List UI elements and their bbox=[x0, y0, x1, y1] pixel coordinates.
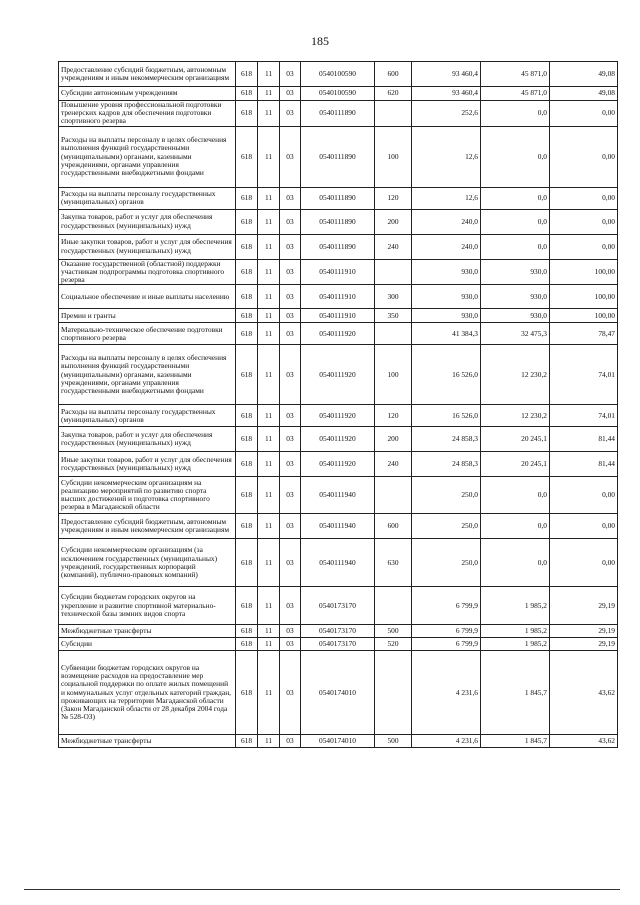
row-name: Субсидии некоммерческим организациям на реализацию мероприятий по развитию спорта высших достижений и подготовка спортивного резерва в Магаданской области bbox=[59, 477, 236, 514]
section-code: 11 bbox=[258, 587, 280, 625]
table-row bbox=[59, 62, 618, 87]
subsection-code: 03 bbox=[280, 477, 301, 514]
plan-amount: 240,0 bbox=[412, 209, 481, 234]
subsection-code: 03 bbox=[280, 405, 301, 427]
plan-amount: 16 526,0 bbox=[412, 345, 481, 405]
expense-type-code: 300 bbox=[375, 285, 412, 309]
row-name: Социальное обеспечение и иные выплаты населению bbox=[59, 285, 236, 309]
row-name: Субсидии некоммерческим организациям (за исключением государственных (муниципальных) учреждений, государственных корпораций (компаний), публично-правовых компаний) bbox=[59, 539, 236, 587]
target-article-code: 0540111940 bbox=[301, 539, 375, 587]
execution-percent: 100,00 bbox=[550, 285, 618, 309]
row-name: Субсидии автономным учреждениям bbox=[59, 87, 236, 101]
section-code: 11 bbox=[258, 735, 280, 748]
expense-type-code: 520 bbox=[375, 638, 412, 651]
actual-amount: 1 985,2 bbox=[481, 625, 550, 638]
plan-amount: 4 231,6 bbox=[412, 735, 481, 748]
plan-amount: 6 799,9 bbox=[412, 638, 481, 651]
target-article-code: 0540100590 bbox=[301, 87, 375, 101]
row-name: Иные закупки товаров, работ и услуг для обеспечения государственных (муниципальных) нужд bbox=[59, 234, 236, 259]
row-name: Расходы на выплаты персоналу в целях обеспечения выполнения функций государственными (муниципальными) органами, казенными учреждениями, органами управления государственными внебюджетными фондами bbox=[59, 126, 236, 187]
execution-percent: 81,44 bbox=[550, 452, 618, 477]
section-code: 11 bbox=[258, 323, 280, 345]
row-name: Межбюджетные трансферты bbox=[59, 625, 236, 638]
target-article-code: 0540111920 bbox=[301, 323, 375, 345]
execution-percent: 0,00 bbox=[550, 514, 618, 539]
execution-percent: 0,00 bbox=[550, 101, 618, 127]
subsection-code: 03 bbox=[280, 539, 301, 587]
expense-type-code: 100 bbox=[375, 345, 412, 405]
actual-amount: 32 475,3 bbox=[481, 323, 550, 345]
plan-amount: 4 231,6 bbox=[412, 651, 481, 735]
actual-amount: 0,0 bbox=[481, 477, 550, 514]
row-name: Субсидии бюджетам городских округов на укрепление и развитие спортивной материально-технической базы зимних видов спорта bbox=[59, 587, 236, 625]
actual-amount: 0,0 bbox=[481, 514, 550, 539]
subsection-code: 03 bbox=[280, 309, 301, 323]
section-code: 11 bbox=[258, 259, 280, 285]
plan-amount: 41 384,3 bbox=[412, 323, 481, 345]
plan-amount: 93 460,4 bbox=[412, 87, 481, 101]
table-row bbox=[59, 514, 618, 539]
expense-type-code: 630 bbox=[375, 539, 412, 587]
expense-type-code bbox=[375, 259, 412, 285]
section-code: 11 bbox=[258, 452, 280, 477]
expense-type-code: 240 bbox=[375, 234, 412, 259]
execution-percent: 49,08 bbox=[550, 87, 618, 101]
actual-amount: 20 245,1 bbox=[481, 427, 550, 452]
table-row bbox=[59, 209, 618, 234]
expense-type-code bbox=[375, 323, 412, 345]
actual-amount: 930,0 bbox=[481, 259, 550, 285]
expense-type-code: 500 bbox=[375, 625, 412, 638]
execution-percent: 0,00 bbox=[550, 126, 618, 187]
table-row bbox=[59, 427, 618, 452]
plan-amount: 24 858,3 bbox=[412, 452, 481, 477]
section-code: 11 bbox=[258, 539, 280, 587]
actual-amount: 1 845,7 bbox=[481, 651, 550, 735]
row-name: Материально-техническое обеспечение подготовки спортивного резерва bbox=[59, 323, 236, 345]
section-code: 11 bbox=[258, 514, 280, 539]
section-code: 11 bbox=[258, 87, 280, 101]
subsection-code: 03 bbox=[280, 514, 301, 539]
section-code: 11 bbox=[258, 126, 280, 187]
subsection-code: 03 bbox=[280, 187, 301, 209]
gr-code: 618 bbox=[236, 625, 258, 638]
row-name: Предоставление субсидий бюджетным, автономным учреждениям и иным некоммерческим организациям bbox=[59, 514, 236, 539]
target-article-code: 0540111940 bbox=[301, 477, 375, 514]
row-name: Оказание государственной (областной) поддержки участникам подпрограммы подготовка спортивного резерва bbox=[59, 259, 236, 285]
actual-amount: 0,0 bbox=[481, 126, 550, 187]
plan-amount: 252,6 bbox=[412, 101, 481, 127]
row-name: Предоставление субсидий бюджетным, автономным учреждениям и иным некоммерческим организациям bbox=[59, 62, 236, 87]
plan-amount: 16 526,0 bbox=[412, 405, 481, 427]
plan-amount: 6 799,9 bbox=[412, 625, 481, 638]
table-row bbox=[59, 735, 618, 748]
execution-percent: 100,00 bbox=[550, 309, 618, 323]
table-row bbox=[59, 477, 618, 514]
subsection-code: 03 bbox=[280, 87, 301, 101]
expense-type-code: 500 bbox=[375, 735, 412, 748]
expense-type-code: 600 bbox=[375, 62, 412, 87]
table-row bbox=[59, 625, 618, 638]
execution-percent: 0,00 bbox=[550, 234, 618, 259]
target-article-code: 0540174010 bbox=[301, 651, 375, 735]
target-article-code: 0540111920 bbox=[301, 345, 375, 405]
subsection-code: 03 bbox=[280, 323, 301, 345]
subsection-code: 03 bbox=[280, 126, 301, 187]
section-code: 11 bbox=[258, 285, 280, 309]
plan-amount: 12,6 bbox=[412, 187, 481, 209]
row-name: Премии и гранты bbox=[59, 309, 236, 323]
section-code: 11 bbox=[258, 427, 280, 452]
subsection-code: 03 bbox=[280, 101, 301, 127]
subsection-code: 03 bbox=[280, 651, 301, 735]
row-name: Субсидии bbox=[59, 638, 236, 651]
row-name: Иные закупки товаров, работ и услуг для обеспечения государственных (муниципальных) нужд bbox=[59, 452, 236, 477]
actual-amount: 1 985,2 bbox=[481, 638, 550, 651]
target-article-code: 0540111920 bbox=[301, 452, 375, 477]
table-row bbox=[59, 126, 618, 187]
actual-amount: 12 230,2 bbox=[481, 345, 550, 405]
plan-amount: 93 460,4 bbox=[412, 62, 481, 87]
section-code: 11 bbox=[258, 345, 280, 405]
expense-type-code: 350 bbox=[375, 309, 412, 323]
subsection-code: 03 bbox=[280, 452, 301, 477]
table-row bbox=[59, 187, 618, 209]
gr-code: 618 bbox=[236, 452, 258, 477]
table-row bbox=[59, 309, 618, 323]
execution-percent: 43,62 bbox=[550, 651, 618, 735]
gr-code: 618 bbox=[236, 587, 258, 625]
section-code: 11 bbox=[258, 405, 280, 427]
execution-percent: 0,00 bbox=[550, 477, 618, 514]
expense-type-code: 120 bbox=[375, 405, 412, 427]
row-name: Расходы на выплаты персоналу в целях обеспечения выполнения функций государственными (муниципальными) органами, казенными учреждениями, органами управления государственными внебюджетными фондами bbox=[59, 345, 236, 405]
actual-amount: 20 245,1 bbox=[481, 452, 550, 477]
gr-code: 618 bbox=[236, 638, 258, 651]
gr-code: 618 bbox=[236, 323, 258, 345]
actual-amount: 0,0 bbox=[481, 101, 550, 127]
target-article-code: 0540111890 bbox=[301, 209, 375, 234]
subsection-code: 03 bbox=[280, 587, 301, 625]
execution-percent: 0,00 bbox=[550, 187, 618, 209]
table-row bbox=[59, 323, 618, 345]
target-article-code: 0540100590 bbox=[301, 62, 375, 87]
actual-amount: 930,0 bbox=[481, 285, 550, 309]
expense-type-code: 120 bbox=[375, 187, 412, 209]
actual-amount: 1 985,2 bbox=[481, 587, 550, 625]
target-article-code: 0540111890 bbox=[301, 126, 375, 187]
plan-amount: 6 799,9 bbox=[412, 587, 481, 625]
gr-code: 618 bbox=[236, 405, 258, 427]
target-article-code: 0540111920 bbox=[301, 427, 375, 452]
target-article-code: 0540111910 bbox=[301, 259, 375, 285]
execution-percent: 29,19 bbox=[550, 587, 618, 625]
gr-code: 618 bbox=[236, 477, 258, 514]
gr-code: 618 bbox=[236, 427, 258, 452]
gr-code: 618 bbox=[236, 345, 258, 405]
execution-percent: 49,08 bbox=[550, 62, 618, 87]
gr-code: 618 bbox=[236, 187, 258, 209]
plan-amount: 930,0 bbox=[412, 285, 481, 309]
expense-type-code: 200 bbox=[375, 209, 412, 234]
target-article-code: 0540111890 bbox=[301, 101, 375, 127]
actual-amount: 0,0 bbox=[481, 209, 550, 234]
execution-percent: 43,62 bbox=[550, 735, 618, 748]
actual-amount: 0,0 bbox=[481, 187, 550, 209]
execution-percent: 74,01 bbox=[550, 345, 618, 405]
bottom-rule bbox=[24, 889, 620, 890]
gr-code: 618 bbox=[236, 735, 258, 748]
table-row bbox=[59, 587, 618, 625]
section-code: 11 bbox=[258, 477, 280, 514]
gr-code: 618 bbox=[236, 539, 258, 587]
actual-amount: 1 845,7 bbox=[481, 735, 550, 748]
subsection-code: 03 bbox=[280, 638, 301, 651]
row-name: Закупка товаров, работ и услуг для обеспечения государственных (муниципальных) нужд bbox=[59, 427, 236, 452]
plan-amount: 240,0 bbox=[412, 234, 481, 259]
gr-code: 618 bbox=[236, 209, 258, 234]
subsection-code: 03 bbox=[280, 209, 301, 234]
plan-amount: 250,0 bbox=[412, 539, 481, 587]
target-article-code: 0540111920 bbox=[301, 405, 375, 427]
target-article-code: 0540111890 bbox=[301, 234, 375, 259]
expense-type-code: 200 bbox=[375, 427, 412, 452]
section-code: 11 bbox=[258, 234, 280, 259]
table-row bbox=[59, 101, 618, 127]
actual-amount: 45 871,0 bbox=[481, 62, 550, 87]
gr-code: 618 bbox=[236, 259, 258, 285]
gr-code: 618 bbox=[236, 285, 258, 309]
table-row bbox=[59, 638, 618, 651]
plan-amount: 250,0 bbox=[412, 514, 481, 539]
target-article-code: 0540174010 bbox=[301, 735, 375, 748]
gr-code: 618 bbox=[236, 126, 258, 187]
plan-amount: 12,6 bbox=[412, 126, 481, 187]
expense-type-code bbox=[375, 651, 412, 735]
target-article-code: 0540111910 bbox=[301, 309, 375, 323]
section-code: 11 bbox=[258, 187, 280, 209]
table-row bbox=[59, 452, 618, 477]
subsection-code: 03 bbox=[280, 345, 301, 405]
budget-table bbox=[58, 61, 618, 748]
row-name: Субвенции бюджетам городских округов на возмещение расходов на предоставление мер социальной поддержки по оплате жилых помещений и коммунальных услуг отдельных категорий граждан, проживающих на территории Магаданской области (Закон Магаданской области от 28 декабря 2004 года № 528-ОЗ) bbox=[59, 651, 236, 735]
row-name: Межбюджетные трансферты bbox=[59, 735, 236, 748]
target-article-code: 0540111910 bbox=[301, 285, 375, 309]
actual-amount: 930,0 bbox=[481, 309, 550, 323]
table-row bbox=[59, 405, 618, 427]
table-row bbox=[59, 345, 618, 405]
gr-code: 618 bbox=[236, 101, 258, 127]
subsection-code: 03 bbox=[280, 62, 301, 87]
execution-percent: 74,01 bbox=[550, 405, 618, 427]
target-article-code: 0540111890 bbox=[301, 187, 375, 209]
expense-type-code: 620 bbox=[375, 87, 412, 101]
execution-percent: 78,47 bbox=[550, 323, 618, 345]
section-code: 11 bbox=[258, 651, 280, 735]
section-code: 11 bbox=[258, 638, 280, 651]
gr-code: 618 bbox=[236, 651, 258, 735]
execution-percent: 0,00 bbox=[550, 539, 618, 587]
execution-percent: 100,00 bbox=[550, 259, 618, 285]
gr-code: 618 bbox=[236, 62, 258, 87]
section-code: 11 bbox=[258, 62, 280, 87]
expense-type-code: 600 bbox=[375, 514, 412, 539]
subsection-code: 03 bbox=[280, 234, 301, 259]
table-row bbox=[59, 87, 618, 101]
row-name: Закупка товаров, работ и услуг для обеспечения государственных (муниципальных) нужд bbox=[59, 209, 236, 234]
table-row bbox=[59, 259, 618, 285]
gr-code: 618 bbox=[236, 309, 258, 323]
execution-percent: 29,19 bbox=[550, 625, 618, 638]
table-row bbox=[59, 651, 618, 735]
subsection-code: 03 bbox=[280, 427, 301, 452]
section-code: 11 bbox=[258, 625, 280, 638]
target-article-code: 0540173170 bbox=[301, 587, 375, 625]
plan-amount: 930,0 bbox=[412, 259, 481, 285]
expense-type-code: 240 bbox=[375, 452, 412, 477]
section-code: 11 bbox=[258, 101, 280, 127]
plan-amount: 250,0 bbox=[412, 477, 481, 514]
actual-amount: 0,0 bbox=[481, 234, 550, 259]
row-name: Повышение уровня профессиональной подготовки тренерских кадров для обеспечения подготовки спортивного резерва bbox=[59, 101, 236, 127]
subsection-code: 03 bbox=[280, 625, 301, 638]
expense-type-code bbox=[375, 587, 412, 625]
gr-code: 618 bbox=[236, 87, 258, 101]
target-article-code: 0540111940 bbox=[301, 514, 375, 539]
subsection-code: 03 bbox=[280, 735, 301, 748]
subsection-code: 03 bbox=[280, 285, 301, 309]
table-row bbox=[59, 234, 618, 259]
row-name: Расходы на выплаты персоналу государственных (муниципальных) органов bbox=[59, 187, 236, 209]
expense-type-code bbox=[375, 477, 412, 514]
actual-amount: 0,0 bbox=[481, 539, 550, 587]
row-name: Расходы на выплаты персоналу государственных (муниципальных) органов bbox=[59, 405, 236, 427]
target-article-code: 0540173170 bbox=[301, 625, 375, 638]
section-code: 11 bbox=[258, 309, 280, 323]
gr-code: 618 bbox=[236, 514, 258, 539]
subsection-code: 03 bbox=[280, 259, 301, 285]
actual-amount: 12 230,2 bbox=[481, 405, 550, 427]
expense-type-code bbox=[375, 101, 412, 127]
table-row bbox=[59, 285, 618, 309]
execution-percent: 81,44 bbox=[550, 427, 618, 452]
plan-amount: 930,0 bbox=[412, 309, 481, 323]
execution-percent: 0,00 bbox=[550, 209, 618, 234]
page-number: 185 bbox=[311, 34, 329, 48]
execution-percent: 29,19 bbox=[550, 638, 618, 651]
gr-code: 618 bbox=[236, 234, 258, 259]
plan-amount: 24 858,3 bbox=[412, 427, 481, 452]
section-code: 11 bbox=[258, 209, 280, 234]
actual-amount: 45 871,0 bbox=[481, 87, 550, 101]
expense-type-code: 100 bbox=[375, 126, 412, 187]
table-row bbox=[59, 539, 618, 587]
target-article-code: 0540173170 bbox=[301, 638, 375, 651]
